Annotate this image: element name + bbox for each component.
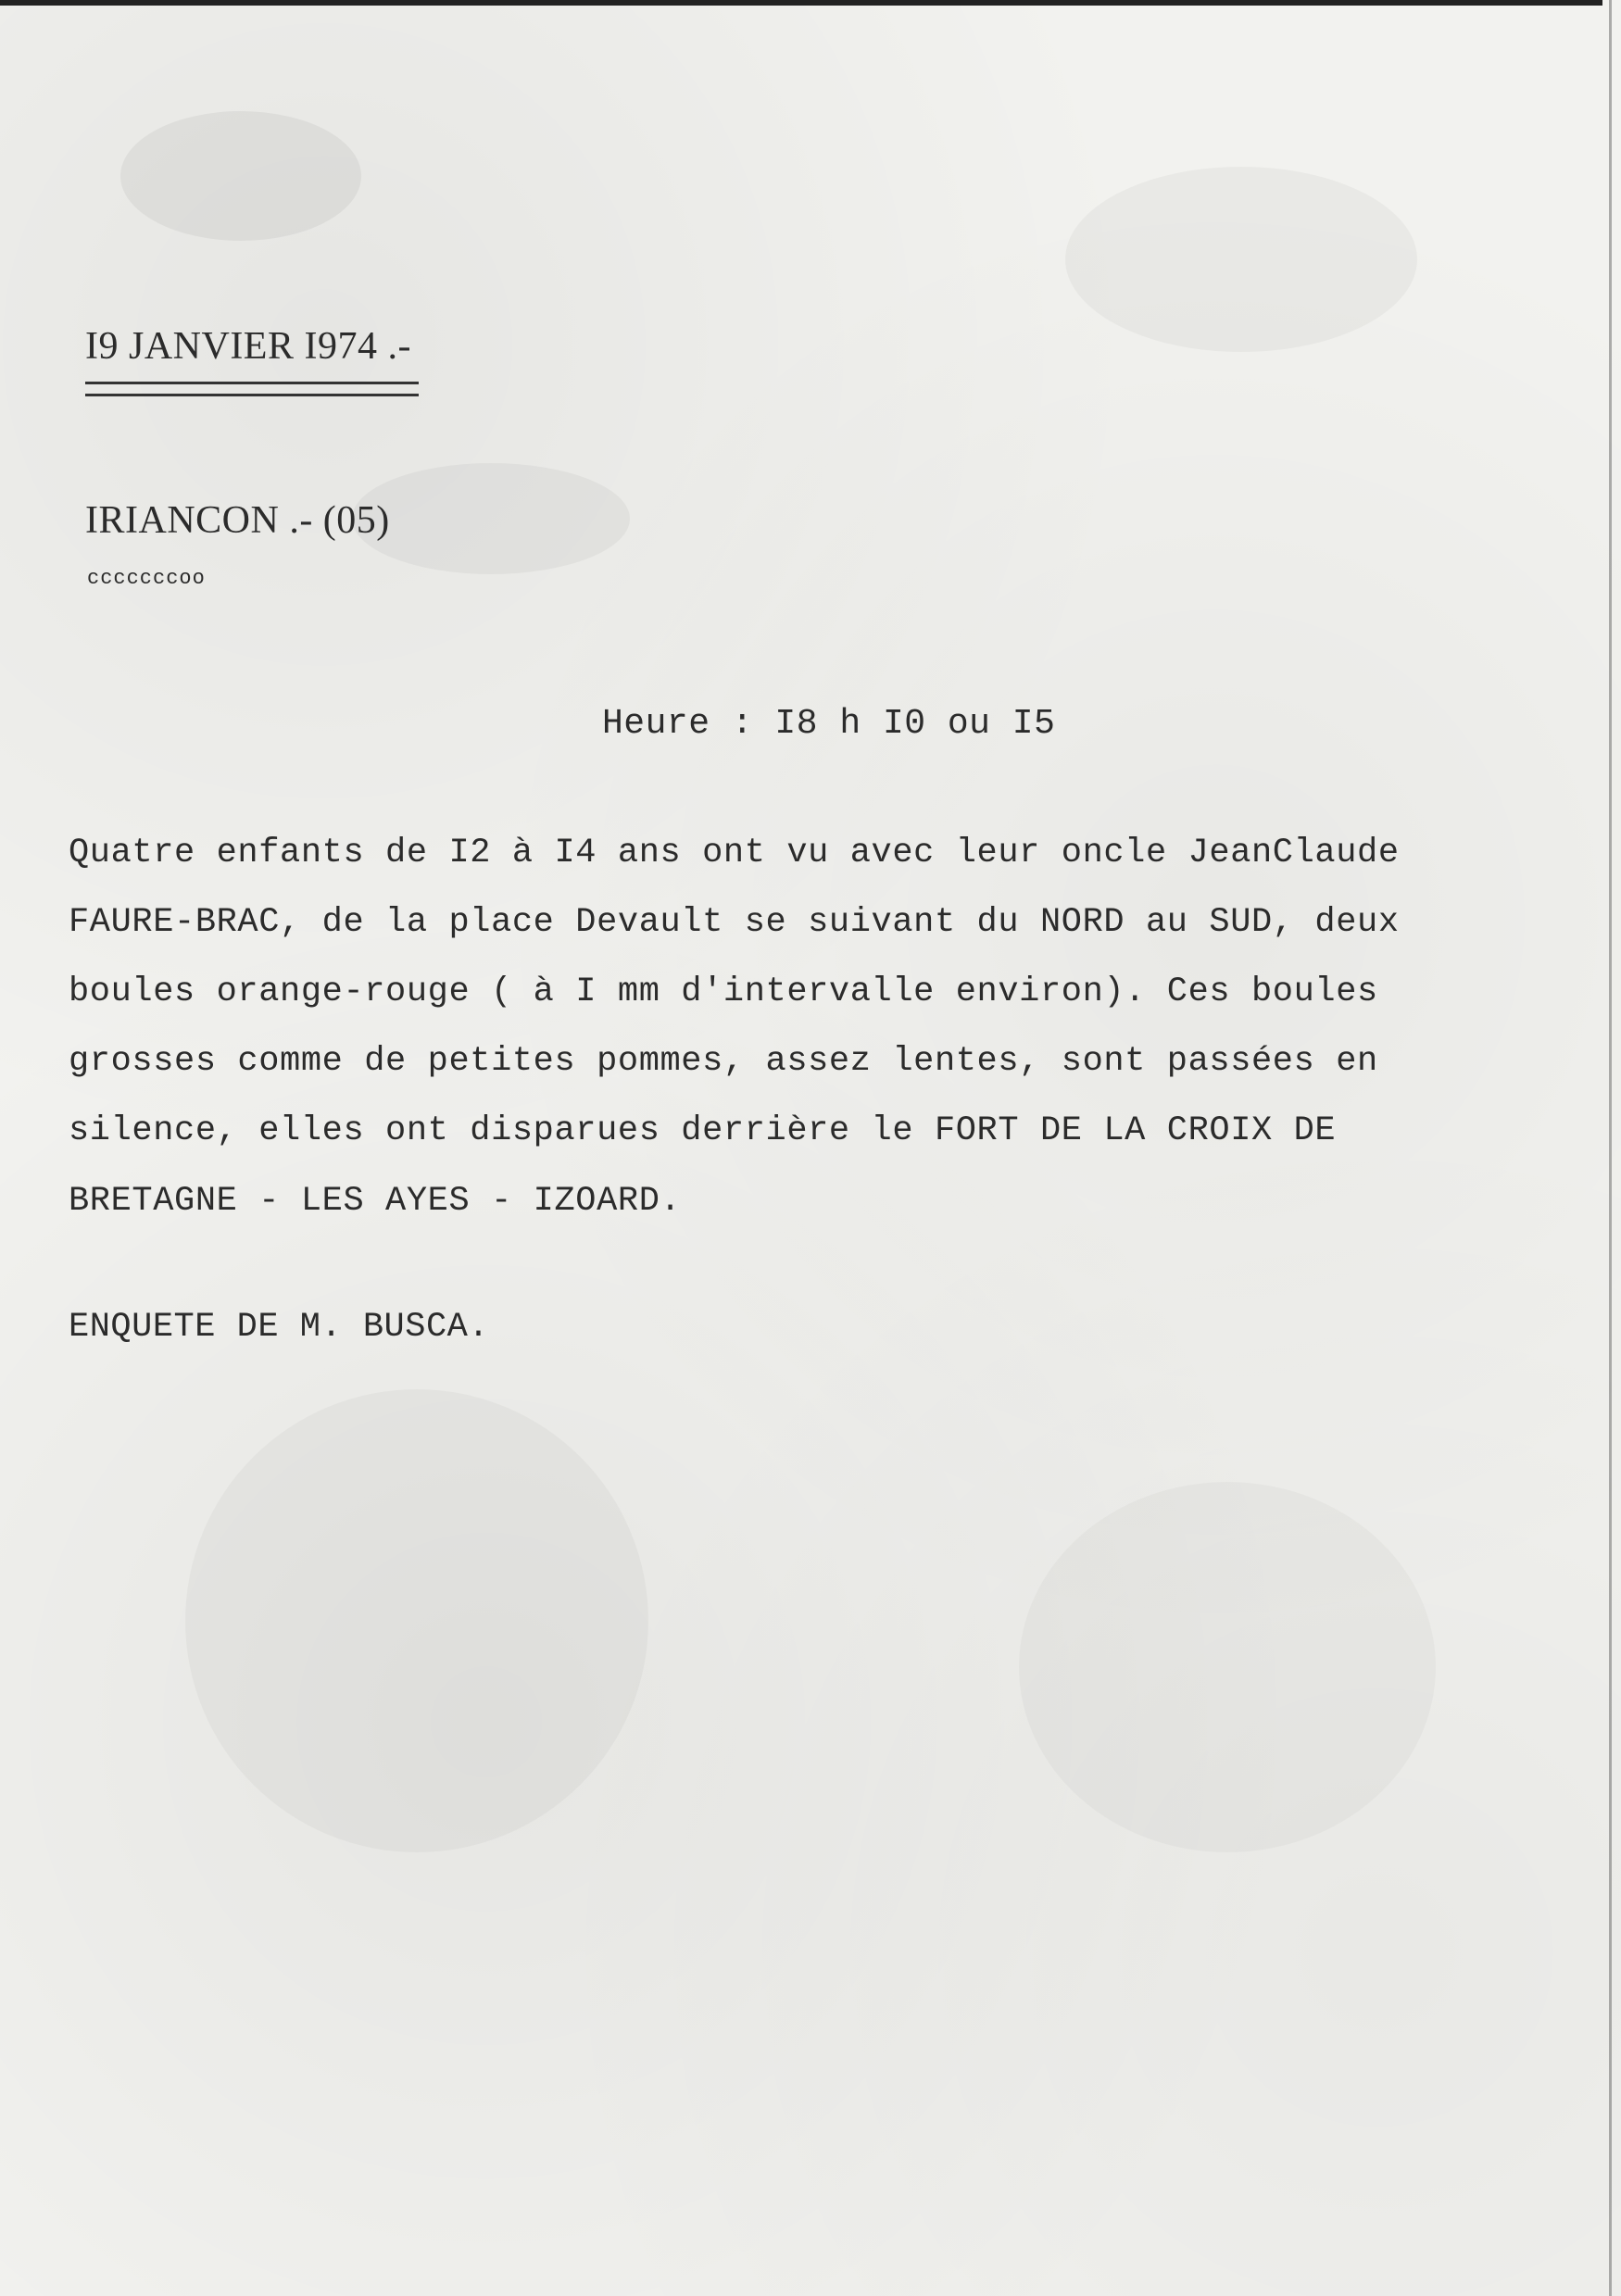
place-underline: cccccccoo (87, 567, 206, 590)
enquete-signature: ENQUETE DE M. BUSCA. (69, 1308, 490, 1347)
scan-speck (1065, 167, 1417, 352)
scan-speck (120, 111, 361, 241)
body-line: Quatre enfants de I2 à I4 ans ont vu avec leur oncle JeanClaude (69, 834, 1400, 872)
scan-speck (352, 463, 630, 574)
body-line: grosses comme de petites pommes, assez lentes, sont passées en (69, 1042, 1378, 1081)
body-line: FAURE-BRAC, de la place Devault se suivant du NORD au SUD, deux (69, 903, 1400, 942)
document-date: I9 JANVIER I974 .- (85, 325, 411, 368)
document-place: IRIANCON .- (05) (85, 499, 390, 542)
body-line: BRETAGNE - LES AYES - IZOARD. (69, 1182, 682, 1221)
scan-speck (1019, 1482, 1436, 1852)
body-line: boules orange-rouge ( à I mm d'intervalle environ). Ces boules (69, 972, 1378, 1011)
top-border (0, 0, 1602, 6)
body-line: silence, elles ont disparues derrière le FORT DE LA CROIX DE (69, 1111, 1337, 1150)
right-edge (1609, 0, 1612, 2296)
observation-hour: Heure : I8 h I0 ou I5 (602, 704, 1056, 744)
date-underline (85, 382, 419, 396)
scan-speck (185, 1389, 648, 1852)
